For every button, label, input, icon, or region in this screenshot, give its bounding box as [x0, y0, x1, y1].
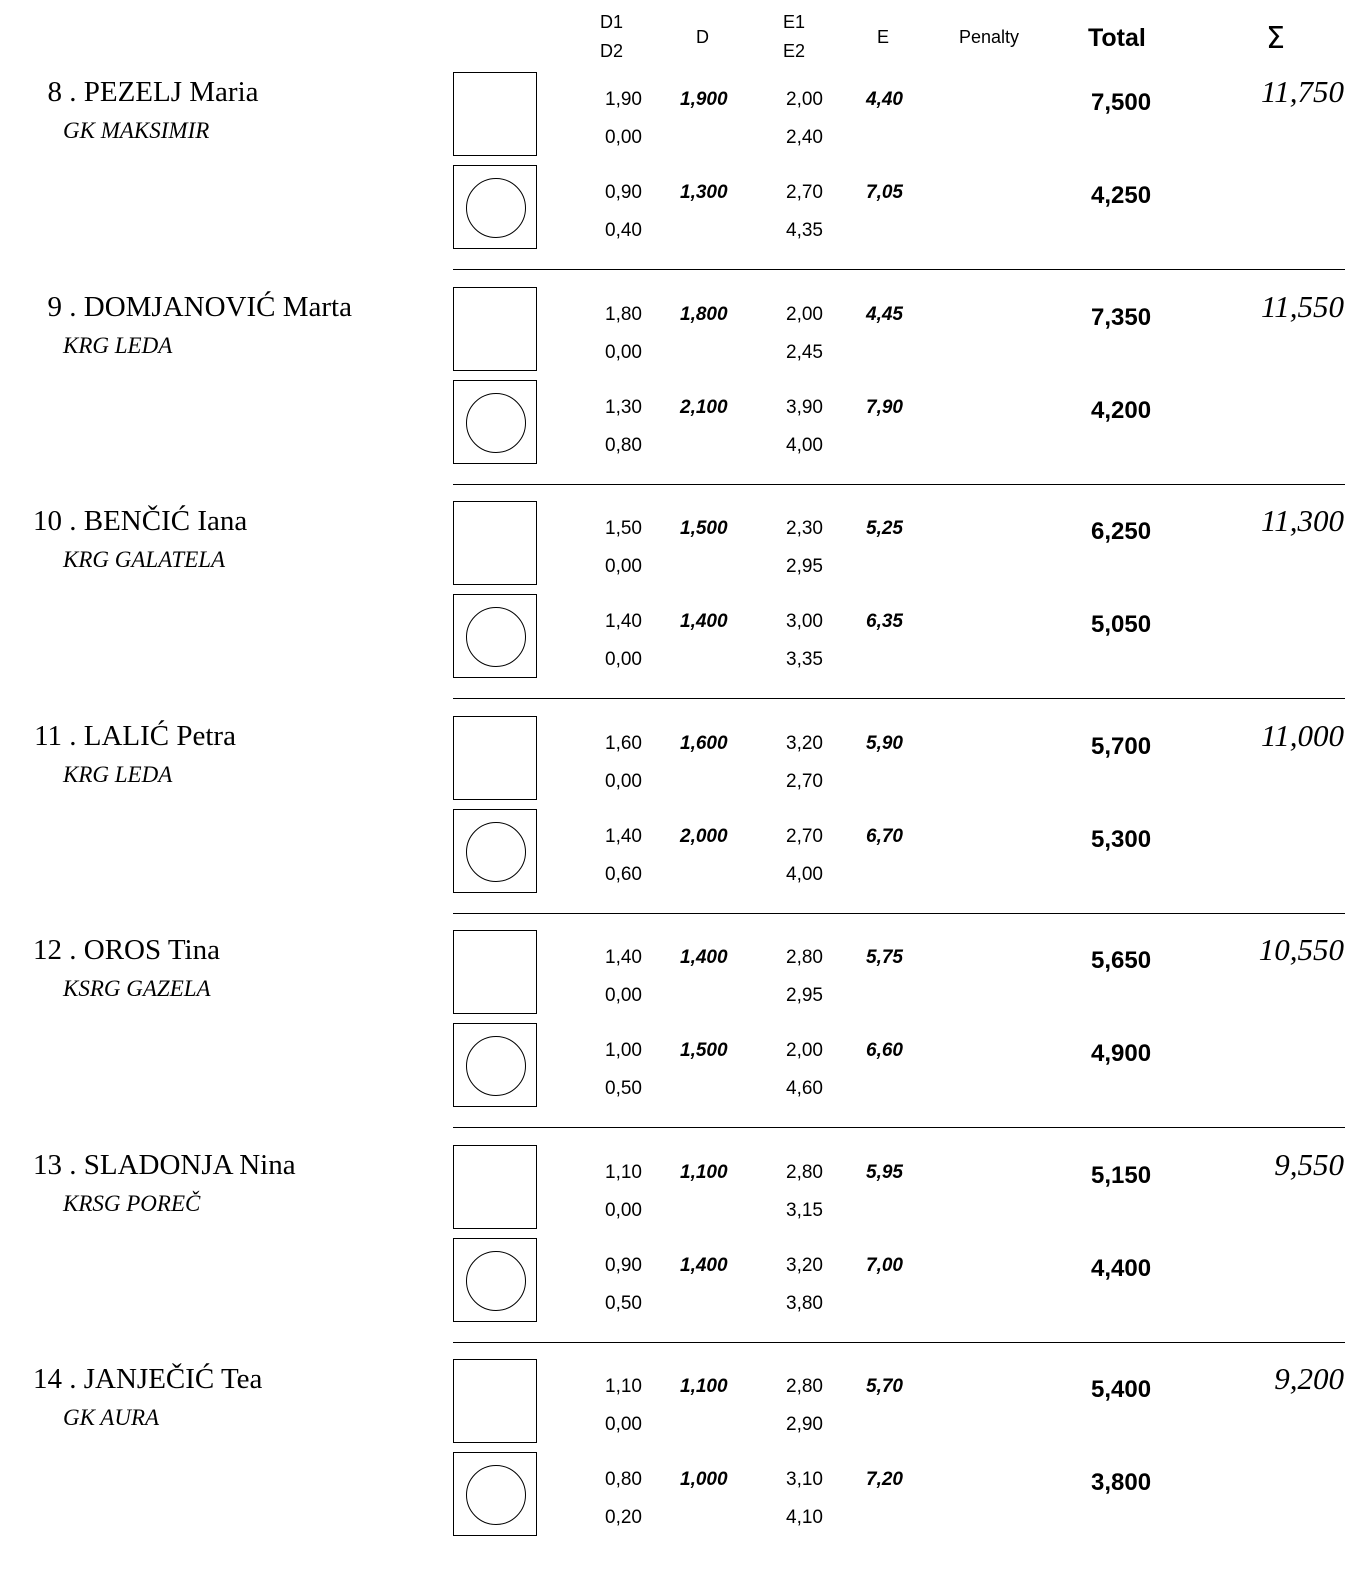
score-d2: 0,80 [605, 435, 642, 456]
circle-ring [466, 607, 526, 667]
score-e1: 3,20 [786, 1255, 823, 1276]
score-d2: 0,00 [605, 649, 642, 670]
circle-ring [466, 1465, 526, 1525]
athlete-rank: 13 [33, 1149, 62, 1181]
athlete-divider [453, 1342, 1345, 1343]
apparatus-row [0, 809, 1349, 897]
score-d2: 0,60 [605, 864, 642, 885]
score-e: 5,75 [866, 947, 903, 968]
header-e1: E1 [783, 12, 806, 32]
score-d: 1,400 [680, 947, 728, 968]
score-e: 4,40 [866, 89, 903, 110]
apparatus-row [0, 1145, 1349, 1233]
score-e: 7,00 [866, 1255, 903, 1276]
rank-dot: . [62, 934, 84, 966]
square-icon [453, 716, 537, 800]
apparatus-row [0, 1359, 1349, 1447]
athlete-club: KRG LEDA [63, 762, 173, 787]
score-d1: 1,50 [605, 518, 642, 539]
athlete-rank: 10 [33, 505, 62, 537]
header-sum-symbol: Σ [1266, 21, 1285, 56]
athlete-name: PEZELJ Maria [83, 76, 259, 108]
athlete-club: KSRG GAZELA [63, 976, 211, 1001]
athlete-block [0, 1359, 1349, 1573]
square-icon [453, 930, 537, 1014]
score-e2: 4,10 [786, 1507, 823, 1528]
circle-ring [466, 1036, 526, 1096]
square-icon [453, 1359, 537, 1443]
athlete-rank: 12 [33, 934, 62, 966]
score-d: 1,400 [680, 1255, 728, 1276]
athlete-club: KRSG POREČ [63, 1191, 201, 1216]
score-e: 6,70 [866, 826, 903, 847]
circle-ring [466, 1251, 526, 1311]
score-e: 7,05 [866, 182, 903, 203]
apparatus-row [0, 1238, 1349, 1326]
athlete-block [0, 287, 1349, 501]
athlete-divider [453, 1127, 1345, 1128]
circle-icon [453, 380, 537, 464]
header-d: D [696, 27, 709, 47]
athlete-club: KRG LEDA [63, 333, 173, 358]
score-e: 5,95 [866, 1162, 903, 1183]
score-e2: 2,45 [786, 342, 823, 363]
score-e: 6,60 [866, 1040, 903, 1061]
athlete-block [0, 1145, 1349, 1359]
apparatus-row [0, 930, 1349, 1018]
score-e1: 3,20 [786, 733, 823, 754]
athlete-divider [453, 484, 1345, 485]
athlete-name: JANJEČIĆ Tea [83, 1363, 263, 1395]
score-total: 4,250 [1091, 182, 1152, 209]
athlete-name: BENČIĆ Iana [83, 505, 248, 537]
apparatus-row [0, 380, 1349, 468]
score-e2: 2,95 [786, 556, 823, 577]
apparatus-row [0, 72, 1349, 160]
score-d1: 0,90 [605, 1255, 642, 1276]
score-e2: 3,80 [786, 1293, 823, 1314]
athlete-divider [453, 698, 1345, 699]
circle-ring [466, 822, 526, 882]
apparatus-row [0, 165, 1349, 253]
score-total: 5,150 [1091, 1162, 1152, 1189]
circle-ring [466, 393, 526, 453]
score-total: 5,300 [1091, 826, 1152, 853]
score-e1: 3,90 [786, 397, 823, 418]
score-total: 4,400 [1091, 1255, 1152, 1282]
athlete-rank: 8 [47, 76, 62, 108]
athlete-rank: 11 [34, 720, 62, 752]
score-e: 5,70 [866, 1376, 903, 1397]
score-total: 7,350 [1091, 304, 1152, 331]
score-e: 4,45 [866, 304, 903, 325]
score-e1: 2,00 [786, 1040, 823, 1061]
score-d1: 1,60 [605, 733, 642, 754]
score-e1: 2,80 [786, 947, 823, 968]
score-d1: 1,40 [605, 826, 642, 847]
athlete-block [0, 930, 1349, 1144]
rank-dot: . [62, 1363, 84, 1395]
score-total: 5,700 [1091, 733, 1152, 760]
score-e2: 4,60 [786, 1078, 823, 1099]
athlete-club: KRG GALATELA [63, 547, 226, 572]
athlete-sum: 9,550 [1274, 1147, 1344, 1182]
score-e2: 2,95 [786, 985, 823, 1006]
square-icon [453, 287, 537, 371]
score-d2: 0,50 [605, 1078, 642, 1099]
score-e: 5,25 [866, 518, 903, 539]
score-e2: 2,90 [786, 1414, 823, 1435]
score-d: 1,000 [680, 1469, 728, 1490]
score-e1: 2,80 [786, 1376, 823, 1397]
athlete-block [0, 501, 1349, 715]
apparatus-row [0, 1452, 1349, 1540]
athlete-block [0, 72, 1349, 286]
rank-dot: . [62, 1149, 84, 1181]
header-penalty: Penalty [959, 27, 1020, 47]
score-d1: 1,10 [605, 1162, 642, 1183]
score-total: 5,050 [1091, 611, 1152, 638]
rank-dot: . [62, 505, 84, 537]
score-d: 1,800 [680, 304, 728, 325]
score-e2: 3,35 [786, 649, 823, 670]
rank-dot: . [62, 720, 84, 752]
score-d2: 0,00 [605, 556, 642, 577]
athlete-sum: 11,750 [1261, 74, 1344, 109]
square-icon [453, 72, 537, 156]
score-total: 4,900 [1091, 1040, 1152, 1067]
score-d2: 0,00 [605, 1200, 642, 1221]
score-d: 1,400 [680, 611, 728, 632]
score-d: 1,100 [680, 1376, 728, 1397]
apparatus-row [0, 501, 1349, 589]
score-total: 5,650 [1091, 947, 1152, 974]
score-d: 2,000 [680, 826, 728, 847]
score-e2: 3,15 [786, 1200, 823, 1221]
circle-icon [453, 594, 537, 678]
athlete-rank: 14 [33, 1363, 62, 1395]
score-d2: 0,00 [605, 127, 642, 148]
score-d2: 0,00 [605, 985, 642, 1006]
score-total: 6,250 [1091, 518, 1152, 545]
score-d: 1,500 [680, 518, 728, 539]
score-e2: 4,35 [786, 220, 823, 241]
header-total: Total [1088, 24, 1146, 52]
score-d2: 0,00 [605, 342, 642, 363]
score-d: 2,100 [680, 397, 728, 418]
score-e1: 2,70 [786, 826, 823, 847]
athlete-sum: 11,000 [1261, 718, 1344, 753]
header-e2: E2 [783, 41, 806, 61]
score-d2: 0,20 [605, 1507, 642, 1528]
score-e2: 2,40 [786, 127, 823, 148]
score-d1: 1,30 [605, 397, 642, 418]
athlete-sum: 9,200 [1274, 1361, 1344, 1396]
score-d1: 1,10 [605, 1376, 642, 1397]
circle-icon [453, 1023, 537, 1107]
score-e1: 3,00 [786, 611, 823, 632]
apparatus-row [0, 287, 1349, 375]
score-e: 5,90 [866, 733, 903, 754]
athlete-sum: 10,550 [1258, 932, 1344, 967]
score-e1: 2,00 [786, 304, 823, 325]
score-d2: 0,00 [605, 771, 642, 792]
score-e1: 3,10 [786, 1469, 823, 1490]
score-d1: 1,40 [605, 611, 642, 632]
circle-icon [453, 809, 537, 893]
score-d: 1,500 [680, 1040, 728, 1061]
circle-icon [453, 1238, 537, 1322]
score-total: 5,400 [1091, 1376, 1152, 1403]
athlete-sum: 11,300 [1261, 503, 1344, 538]
athlete-name: LALIĆ Petra [83, 720, 236, 752]
circle-icon [453, 1452, 537, 1536]
athlete-divider [453, 913, 1345, 914]
score-d2: 0,40 [605, 220, 642, 241]
square-icon [453, 1145, 537, 1229]
score-total: 4,200 [1091, 397, 1152, 424]
score-d: 1,900 [680, 89, 728, 110]
athlete-block [0, 716, 1349, 930]
header-e: E [877, 27, 890, 47]
score-d1: 1,40 [605, 947, 642, 968]
score-d2: 0,00 [605, 1414, 642, 1435]
athlete-name: OROS Tina [83, 934, 220, 966]
score-e2: 4,00 [786, 435, 823, 456]
score-d1: 1,90 [605, 89, 642, 110]
score-e1: 2,00 [786, 89, 823, 110]
score-e: 6,35 [866, 611, 903, 632]
score-d1: 0,80 [605, 1469, 642, 1490]
score-e: 7,20 [866, 1469, 903, 1490]
square-icon [453, 501, 537, 585]
apparatus-row [0, 716, 1349, 804]
athlete-sum: 11,550 [1261, 289, 1344, 324]
athlete-divider [453, 269, 1345, 270]
score-d: 1,600 [680, 733, 728, 754]
score-d: 1,100 [680, 1162, 728, 1183]
athlete-name: DOMJANOVIĆ Marta [83, 291, 352, 323]
score-d1: 1,80 [605, 304, 642, 325]
athlete-name: SLADONJA Nina [83, 1149, 296, 1181]
score-e1: 2,70 [786, 182, 823, 203]
rank-dot: . [62, 291, 84, 323]
score-d: 1,300 [680, 182, 728, 203]
score-d1: 1,00 [605, 1040, 642, 1061]
score-e2: 2,70 [786, 771, 823, 792]
score-e: 7,90 [866, 397, 903, 418]
apparatus-row [0, 594, 1349, 682]
circle-icon [453, 165, 537, 249]
athlete-club: GK AURA [63, 1405, 160, 1430]
athlete-club: GK MAKSIMIR [63, 118, 210, 143]
header-d2: D2 [600, 41, 624, 61]
athlete-rank: 9 [47, 291, 62, 323]
score-d1: 0,90 [605, 182, 642, 203]
circle-ring [466, 178, 526, 238]
score-e1: 2,80 [786, 1162, 823, 1183]
score-e2: 4,00 [786, 864, 823, 885]
score-total: 3,800 [1091, 1469, 1152, 1496]
score-total: 7,500 [1091, 89, 1152, 116]
score-d2: 0,50 [605, 1293, 642, 1314]
rank-dot: . [62, 76, 84, 108]
apparatus-row [0, 1023, 1349, 1111]
score-e1: 2,30 [786, 518, 823, 539]
header-d1: D1 [600, 12, 624, 32]
